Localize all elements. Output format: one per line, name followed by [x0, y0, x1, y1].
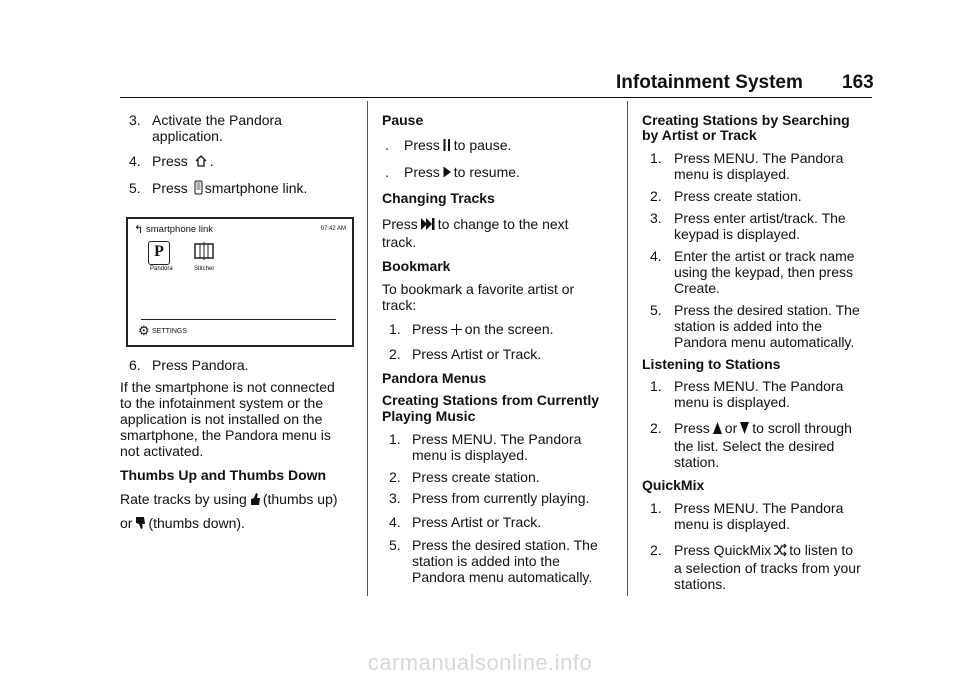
step-number: 1.	[650, 150, 662, 166]
step-text: Press MENU. The Pandora	[674, 500, 844, 516]
app-label-pandora: Pandora	[150, 266, 173, 272]
text-run: Press	[404, 137, 440, 153]
text-run: to listen to	[789, 542, 854, 558]
step-number: 3.	[389, 490, 401, 506]
step-text: Press MENU. The Pandora	[412, 431, 582, 447]
paragraph-line: to the infotainment system or the	[120, 395, 324, 411]
paragraph-line: If the smartphone is not connected	[120, 379, 335, 395]
up-arrow-icon	[712, 421, 723, 438]
step-text: menu is displayed.	[412, 447, 528, 463]
bullet: .	[385, 164, 389, 180]
step-text	[152, 180, 307, 198]
step-text: Press the desired station. The	[674, 302, 860, 318]
stitcher-app-icon	[194, 241, 214, 263]
subheading: Listening to Stations	[642, 356, 781, 372]
text-run: to resume.	[453, 164, 520, 180]
pause-icon	[442, 138, 452, 155]
step-text: menu is displayed.	[674, 394, 790, 410]
thumbs-down-icon	[134, 516, 146, 533]
subheading: Playing Music	[382, 408, 476, 424]
step-text	[152, 153, 214, 171]
step-text: Press Artist or Track.	[412, 514, 542, 530]
step-text: keypad is displayed.	[674, 226, 801, 242]
section-title: Infotainment System	[616, 72, 803, 93]
step-number: 2.	[389, 346, 401, 362]
smartphone-link-screen	[126, 217, 354, 347]
step-text: Pandora menu automatically.	[674, 334, 855, 350]
step-text: station.	[674, 454, 720, 470]
text-run: (thumbs down).	[148, 515, 245, 531]
text-run: Rate tracks by using	[120, 491, 247, 507]
paragraph-line: not activated.	[120, 443, 204, 459]
play-icon	[442, 165, 452, 182]
back-arrow-icon: ↰	[134, 224, 144, 236]
step-label: Press	[152, 180, 188, 196]
step-text	[674, 542, 853, 560]
plus-icon	[450, 323, 463, 339]
step-text: Pandora menu automatically.	[412, 569, 593, 585]
step-number: 2.	[650, 188, 662, 204]
step-text: menu is displayed.	[674, 516, 790, 532]
subheading: by Artist or Track	[642, 127, 757, 143]
step-number: 5.	[129, 180, 141, 196]
subheading: Changing Tracks	[382, 190, 495, 206]
subheading: Thumbs Up and Thumbs Down	[120, 467, 327, 483]
screen-divider	[141, 319, 336, 320]
step-text: application.	[152, 128, 223, 144]
step-text: menu is displayed.	[674, 166, 790, 182]
text-run: Press	[674, 420, 710, 436]
step-label: Press	[152, 153, 188, 169]
step-text: Press MENU. The Pandora	[674, 378, 844, 394]
step-text	[674, 420, 852, 438]
text-run: on the screen.	[464, 321, 554, 337]
paragraph-line: track.	[382, 234, 417, 250]
step-number: 1.	[389, 321, 401, 337]
step-text: Press enter artist/track. The	[674, 210, 846, 226]
text-run: Press	[412, 321, 448, 337]
step-label: .	[209, 153, 214, 169]
step-number: 5.	[389, 537, 401, 553]
paragraph-line	[382, 216, 569, 234]
column-divider	[367, 101, 368, 596]
text-run: to scroll through	[752, 420, 852, 436]
step-text: Press Pandora.	[152, 357, 249, 373]
step-number: 6.	[129, 357, 141, 373]
step-text: Activate the Pandora	[152, 112, 282, 128]
text-run: Press	[404, 164, 440, 180]
text-run: to change to the next	[437, 216, 569, 232]
page-number: 163	[842, 72, 874, 93]
paragraph-line: To bookmark a favorite artist or	[382, 281, 575, 297]
paragraph-line: smartphone, the Pandora menu is	[120, 427, 331, 443]
text-run: or	[120, 515, 133, 531]
thumbs-up-icon	[249, 492, 261, 509]
bullet: .	[385, 137, 389, 153]
step-text: Press the desired station. The	[412, 537, 598, 553]
screen-clock: 07:42 AM	[320, 226, 346, 232]
step-text	[412, 321, 554, 339]
step-number: 5.	[650, 302, 662, 318]
subheading: Pause	[382, 112, 424, 128]
bullet-text	[404, 164, 520, 182]
home-icon	[194, 154, 208, 171]
step-text: Enter the artist or track name	[674, 248, 855, 264]
text-run: Press QuickMix	[674, 542, 772, 558]
watermark: carmanualsonline.info	[367, 650, 593, 675]
step-number: 3.	[129, 112, 141, 128]
subheading: Pandora Menus	[382, 370, 487, 386]
text-run: Press	[382, 216, 418, 232]
skip-track-icon	[420, 217, 436, 234]
step-text: Press Artist or Track.	[412, 346, 542, 362]
step-text: using the keypad, then press	[674, 264, 854, 280]
step-number: 1.	[389, 431, 401, 447]
step-label: smartphone link.	[204, 180, 308, 196]
step-number: 4.	[129, 153, 141, 169]
subheading: Creating Stations by Searching	[642, 112, 850, 128]
subheading: Bookmark	[382, 258, 451, 274]
step-number: 2.	[389, 469, 401, 485]
gear-icon: ⚙	[138, 323, 150, 338]
step-text: Press create station.	[674, 188, 802, 204]
step-number: 4.	[389, 514, 401, 530]
step-text: Press MENU. The Pandora	[674, 150, 844, 166]
app-label-stitcher: Stitcher	[194, 266, 215, 272]
step-number: 2.	[650, 420, 662, 436]
down-arrow-icon	[739, 421, 750, 438]
text-run: (thumbs up)	[262, 491, 338, 507]
step-text: the list. Select the desired	[674, 438, 835, 454]
step-number: 1.	[650, 378, 662, 394]
subheading: QuickMix	[642, 477, 705, 493]
paragraph-line	[120, 491, 338, 509]
column-divider	[627, 101, 628, 596]
shuffle-icon	[773, 543, 787, 560]
subheading: Creating Stations from Currently	[382, 392, 600, 408]
step-text: stations.	[674, 576, 727, 592]
step-number: 2.	[650, 542, 662, 558]
settings-label: SETTINGS	[152, 328, 188, 335]
step-number: 3.	[650, 210, 662, 226]
step-number: 1.	[650, 500, 662, 516]
pandora-app-icon: P	[148, 241, 170, 265]
text-run: to pause.	[453, 137, 512, 153]
step-text: station is added into the	[412, 553, 560, 569]
screen-title: smartphone link	[146, 224, 214, 235]
bullet-text	[404, 137, 511, 155]
step-text: Press from currently playing.	[412, 490, 590, 506]
step-text: Press create station.	[412, 469, 540, 485]
step-number: 4.	[650, 248, 662, 264]
paragraph-line: track:	[382, 297, 417, 313]
header-rule	[120, 97, 872, 98]
text-run: or	[724, 420, 738, 436]
step-text: a selection of tracks from your	[674, 560, 861, 576]
paragraph-line: application is not installed on the	[120, 411, 323, 427]
step-text: station is added into the	[674, 318, 822, 334]
paragraph-line	[120, 515, 245, 533]
step-text: Create.	[674, 280, 720, 296]
smartphone-icon	[194, 180, 203, 198]
